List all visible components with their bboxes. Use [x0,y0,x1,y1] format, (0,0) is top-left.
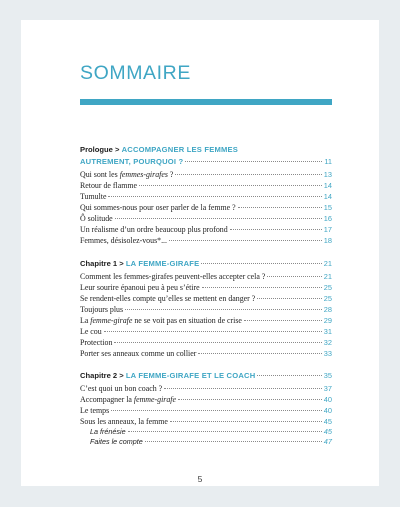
page-ref: 31 [323,327,332,336]
toc-entry[interactable]: Femmes, désisolez-vous*... 18 [80,236,332,245]
page-ref: 29 [323,316,332,325]
leader-dots [201,263,321,264]
section-label: Prologue > [80,145,120,154]
leader-dots [244,320,322,321]
leader-dots [170,421,322,422]
toc-entry[interactable]: La femme-girafe ne se voit pas en situation de crise 29 [80,316,332,325]
toc-entry[interactable]: C’est quoi un bon coach ? 37 [80,384,332,393]
toc-entry[interactable]: Le cou 31 [80,327,332,336]
toc-entry[interactable]: Le temps 40 [80,406,332,415]
leader-dots [257,375,321,376]
toc-entry[interactable]: Leur sourire épanoui peu à peu s’étire 25 [80,283,332,292]
page-ref: 35 [323,371,332,380]
toc-entry[interactable]: Qui sont les femmes-girafes ? 13 [80,170,332,179]
toc-entry[interactable]: Se rendent-elles compte qu’elles se mettent en danger ? 25 [80,294,332,303]
leader-dots [111,410,322,411]
leader-dots [139,185,322,186]
page-ref: 45 [323,427,332,436]
leader-dots [267,276,321,277]
page-ref: 14 [323,181,332,190]
page-ref: 25 [323,283,332,292]
page-ref: 21 [323,259,332,268]
toc-entry[interactable]: Toujours plus 28 [80,305,332,314]
page-ref: 15 [323,203,332,212]
page-ref: 33 [323,349,332,358]
section-title: LA FEMME-GIRAFE ET LE COACH [125,371,256,380]
toc-entry[interactable]: Ô solitude 16 [80,214,332,223]
leader-dots [108,196,321,197]
page-number: 5 [197,474,203,484]
leader-dots [115,218,322,219]
leader-dots [128,431,322,432]
section-title-line1: ACCOMPAGNER LES FEMMES [121,145,239,154]
page-ref: 21 [323,272,332,281]
leader-dots [164,388,322,389]
leader-dots [198,353,321,354]
page-ref: 17 [323,225,332,234]
toc-entry[interactable]: Un réalisme d’un ordre beaucoup plus profond 17 [80,225,332,234]
leader-dots [125,309,322,310]
page-ref: 37 [323,384,332,393]
page-ref: 16 [323,214,332,223]
section-heading-chapitre-2[interactable] [80,370,332,381]
page-ref: 45 [323,417,332,426]
toc-entry[interactable]: Tumulte 14 [80,192,332,201]
leader-dots [202,287,322,288]
page-ref: 40 [323,395,332,404]
page-ref: 14 [323,192,332,201]
leader-dots [175,174,321,175]
toc-subentry[interactable]: La frénésie 45 [90,427,332,436]
toc-entry[interactable]: Comment les femmes-girafes peuvent-elles accepter cela ? 21 [80,272,332,281]
toc-entry[interactable]: Qui sommes-nous pour oser parler de la femme ? 15 [80,203,332,212]
page-ref: 28 [323,305,332,314]
toc-entry[interactable]: Retour de flamme 14 [80,181,332,190]
page-ref: 18 [323,236,332,245]
section-label: Chapitre 2 > [80,371,124,380]
page-ref: 25 [323,294,332,303]
leader-dots [178,399,322,400]
section-heading-prologue[interactable] [80,144,332,155]
leader-dots [104,331,322,332]
section-label: Chapitre 1 > [80,259,124,268]
toc-entry[interactable]: Accompagner la femme-girafe 40 [80,395,332,404]
page-title: SOMMAIRE [80,62,191,84]
page-ref: 13 [323,170,332,179]
toc-entry[interactable]: Porter ses anneaux comme un collier 33 [80,349,332,358]
leader-dots [169,240,322,241]
leader-dots [230,229,322,230]
page-ref: 40 [323,406,332,415]
leader-dots [114,342,321,343]
section-heading-prologue-line2[interactable] [80,156,332,167]
leader-dots [238,207,322,208]
section-title-line2: AUTREMENT, POURQUOI ? [80,157,184,166]
page-ref: 11 [324,157,332,166]
toc-subentry[interactable]: Faites le compte 47 [90,437,332,446]
leader-dots [257,298,321,299]
book-page [21,20,379,486]
leader-dots [185,161,322,162]
toc-entry[interactable]: Protection 32 [80,338,332,347]
page-ref: 47 [323,437,332,446]
section-title: LA FEMME-GIRAFE [125,259,200,268]
toc-entry[interactable]: Sous les anneaux, la femme 45 [80,417,332,426]
section-heading-chapitre-1[interactable] [80,258,332,269]
page-ref: 32 [323,338,332,347]
leader-dots [145,441,322,442]
title-rule [80,99,332,105]
